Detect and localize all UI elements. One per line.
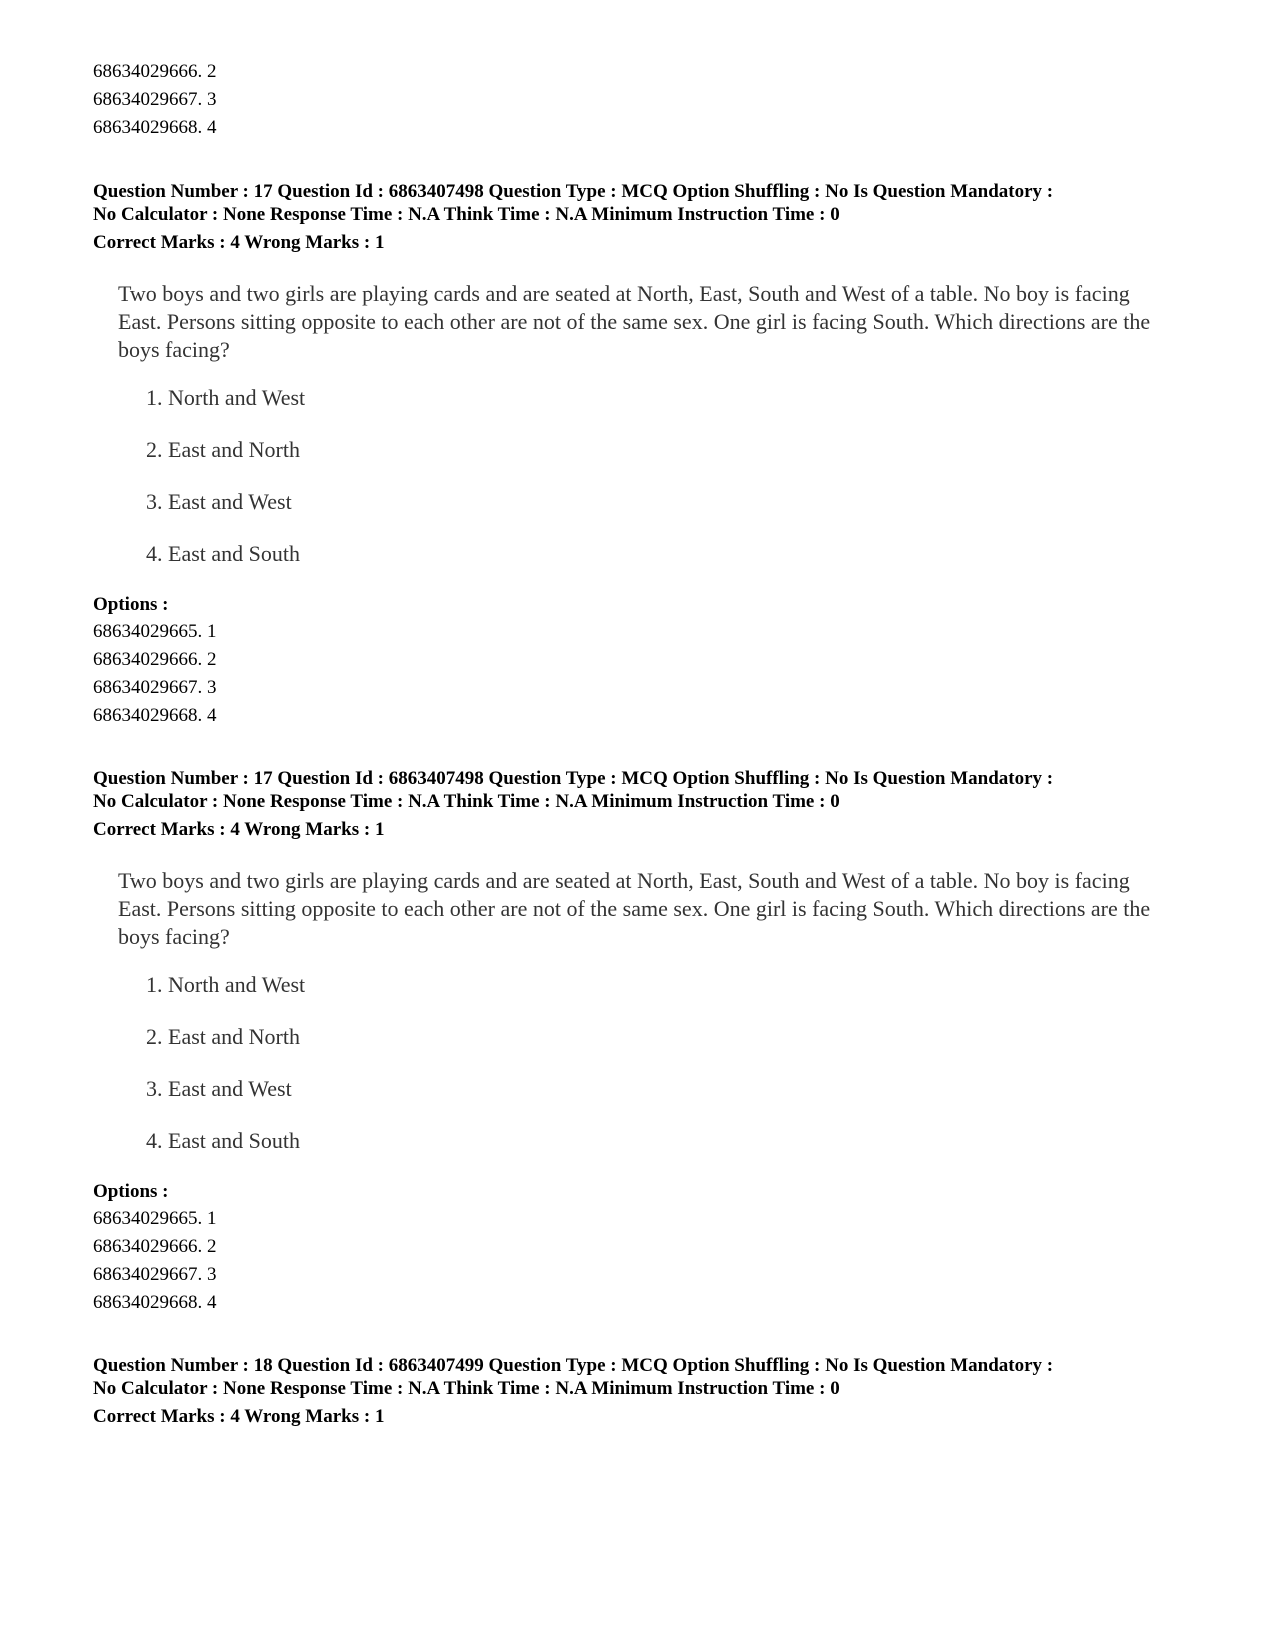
question-meta-line: No Calculator : None Response Time : N.A Think Time : N.A Minimum Instruction Time : 0 — [93, 1378, 840, 1399]
option-line: 68634029666. 2 — [93, 61, 217, 82]
answer-choice: 3. East and West — [146, 1076, 292, 1101]
marks-line: Correct Marks : 4 Wrong Marks : 1 — [93, 819, 385, 840]
answer-choice: 4. East and South — [146, 1128, 300, 1153]
question-meta-line: Question Number : 17 Question Id : 6863407498 Question Type : MCQ Option Shuffling : No Is Question Mandatory : — [93, 181, 1054, 202]
option-line: 68634029668. 4 — [93, 117, 217, 138]
question-meta-line: Question Number : 17 Question Id : 6863407498 Question Type : MCQ Option Shuffling : No Is Question Mandatory : — [93, 768, 1054, 789]
options-label: Options : — [93, 594, 169, 615]
answer-choice: 4. East and South — [146, 541, 300, 566]
question-meta-line: Question Number : 18 Question Id : 6863407499 Question Type : MCQ Option Shuffling : No Is Question Mandatory : — [93, 1355, 1054, 1376]
option-line: 68634029666. 2 — [93, 1236, 217, 1257]
question-meta-line: No Calculator : None Response Time : N.A Think Time : N.A Minimum Instruction Time : 0 — [93, 204, 840, 225]
answer-choice: 2. East and North — [146, 437, 300, 462]
option-line: 68634029667. 3 — [93, 89, 217, 110]
marks-line: Correct Marks : 4 Wrong Marks : 1 — [93, 232, 385, 253]
marks-line: Correct Marks : 4 Wrong Marks : 1 — [93, 1406, 385, 1427]
options-label: Options : — [93, 1181, 169, 1202]
option-line: 68634029668. 4 — [93, 1292, 217, 1313]
question-text: Two boys and two girls are playing cards and are seated at North, East, South and West of a table. No boy is facing East. Persons sitting opposite to each other are not of the same sex. One girl is facing South. Which directions are the boys facing? — [118, 281, 1151, 362]
answer-choice: 1. North and West — [146, 972, 306, 997]
question-text: Two boys and two girls are playing cards and are seated at North, East, South and West of a table. No boy is facing East. Persons sitting opposite to each other are not of the same sex. One girl is facing South. Which directions are the boys facing? — [118, 868, 1151, 949]
answer-choice: 3. East and West — [146, 489, 292, 514]
answer-choice: 1. North and West — [146, 385, 306, 410]
question-meta-line: No Calculator : None Response Time : N.A Think Time : N.A Minimum Instruction Time : 0 — [93, 791, 840, 812]
option-line: 68634029668. 4 — [93, 705, 217, 726]
option-line: 68634029666. 2 — [93, 649, 217, 670]
option-line: 68634029665. 1 — [93, 621, 217, 642]
option-line: 68634029667. 3 — [93, 677, 217, 698]
answer-choice: 2. East and North — [146, 1024, 300, 1049]
option-line: 68634029665. 1 — [93, 1208, 217, 1229]
option-line: 68634029667. 3 — [93, 1264, 217, 1285]
